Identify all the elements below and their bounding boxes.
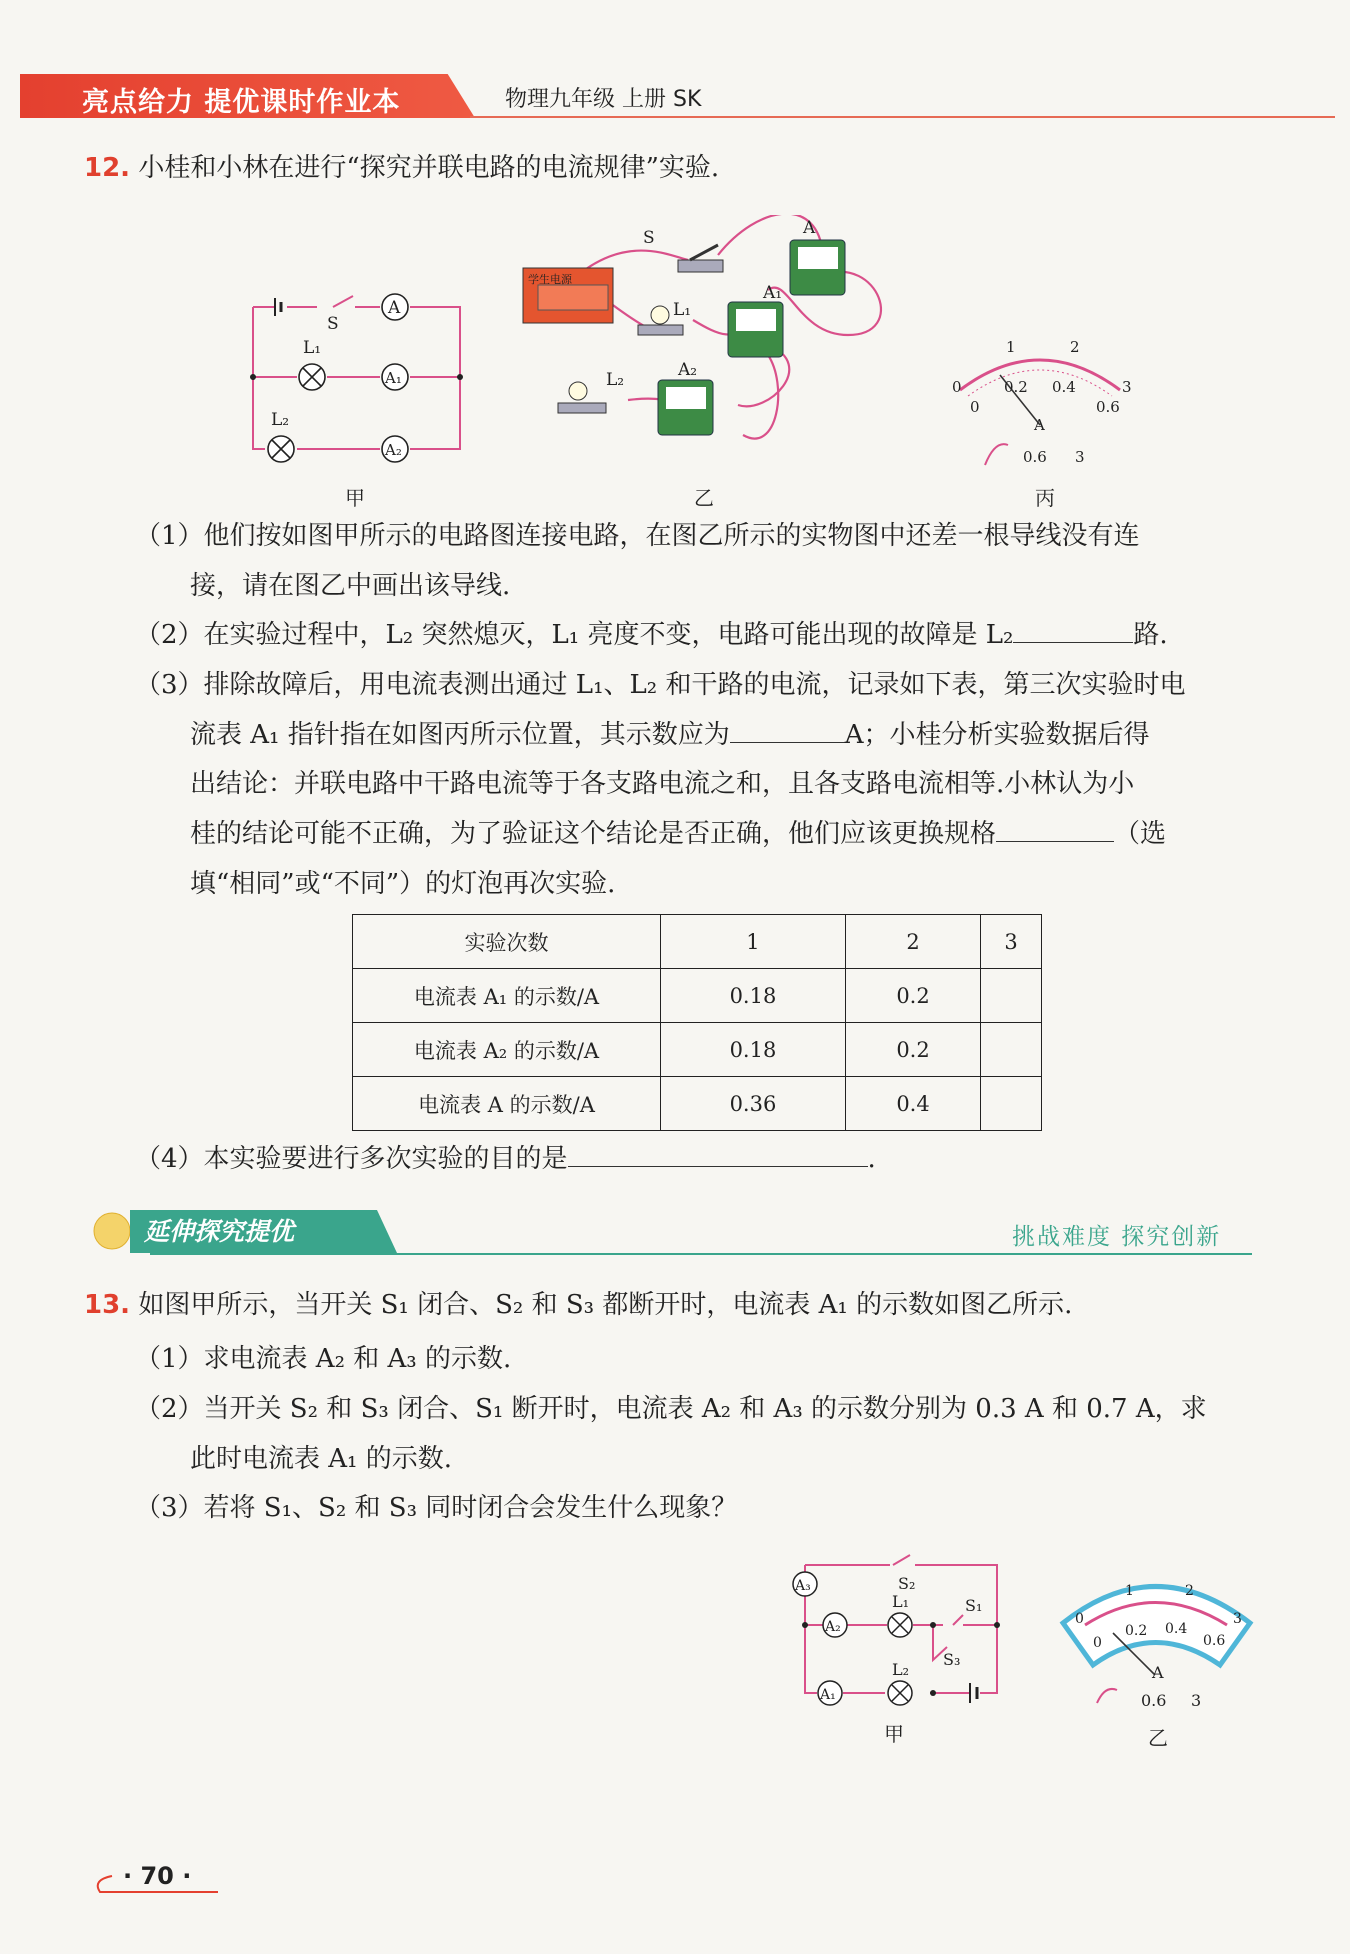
q13-yi-bot-0: 0 xyxy=(1093,1635,1102,1651)
table-cell[interactable] xyxy=(981,969,1042,1023)
q12-part3-text-d2: （选 xyxy=(1114,819,1167,849)
page-number: · 70 · xyxy=(123,1862,192,1890)
q12-part1-line2: 接，请在图乙中画出该导线. xyxy=(190,571,511,601)
q12-fig-yi-caption: 乙 xyxy=(694,486,714,510)
q13-fig-yi-caption: 乙 xyxy=(1148,1726,1168,1750)
table-header-cell: 1 xyxy=(661,915,846,969)
table-cell: 0.36 xyxy=(661,1077,846,1131)
q13-yi-top-3: 3 xyxy=(1233,1611,1242,1627)
q13-fig-jia-caption: 甲 xyxy=(884,1722,904,1746)
table-cell: 0.4 xyxy=(845,1077,980,1131)
table-cell: 电流表 A₂ 的示数/A xyxy=(353,1023,661,1077)
q13-yi-top-1: 1 xyxy=(1125,1583,1134,1599)
table-cell[interactable] xyxy=(981,1023,1042,1077)
table-cell: 0.18 xyxy=(661,969,846,1023)
q12-part4 xyxy=(135,1138,876,1175)
yi-label-a: A xyxy=(803,218,816,238)
q12-circuit-diagram xyxy=(235,282,475,492)
q13-part1: （1）求电流表 A₂ 和 A₃ 的示数. xyxy=(135,1344,512,1374)
bing-top-0: 0 xyxy=(952,378,962,396)
q12-number: 12. xyxy=(84,153,131,183)
bing-bot-1: 0.2 xyxy=(1004,378,1028,396)
bing-bot-0: 0 xyxy=(970,398,980,416)
q12-part1-line1: （1）他们按如图甲所示的电路图连接电路，在图乙所示的实物图中还差一根导线没有连 xyxy=(135,521,1140,551)
q12-part2-end: 路. xyxy=(1133,620,1168,650)
bing-top-1: 1 xyxy=(1006,338,1016,356)
q12-physical-setup xyxy=(518,215,898,470)
q12-part3-line2 xyxy=(190,714,1150,751)
q12-part3-blank-spec[interactable] xyxy=(996,815,1114,842)
table-header-cell: 2 xyxy=(845,915,980,969)
q13-jia-a2: A₂ xyxy=(825,1619,841,1635)
extension-tagline: 挑战难度 探究创新 xyxy=(1012,1224,1222,1250)
series-title: 亮点给力 提优课时作业本 xyxy=(82,87,401,118)
q12-ammeter-dial xyxy=(940,330,1140,480)
q12-part2-blank[interactable] xyxy=(1013,616,1133,643)
q12-part4-end: . xyxy=(867,1144,876,1174)
bing-bot-2: 0.4 xyxy=(1052,378,1076,396)
q13-stem-text: 如图甲所示，当开关 S₁ 闭合、S₂ 和 S₃ 都断开时，电流表 A₁ 的示数如图乙所示. xyxy=(138,1290,1073,1320)
q13-jia-l2: L₂ xyxy=(892,1660,910,1679)
q13-jia-l1: L₁ xyxy=(892,1592,910,1611)
q12-part3-line3: 出结论：并联电路中干路电流等于各支路电流之和，且各支路电流相等.小林认为小 xyxy=(190,769,1135,799)
q13-ammeter-dial xyxy=(1055,1575,1260,1715)
bing-term-3: 3 xyxy=(1075,448,1085,466)
q13-yi-top-2: 2 xyxy=(1185,1583,1194,1599)
bing-unit: A xyxy=(1034,416,1045,434)
jia-label-s: S xyxy=(327,314,339,334)
q13-part3: （3）若将 S₁、S₂ 和 S₃ 同时闭合会发生什么现象？ xyxy=(135,1493,738,1523)
header-divider xyxy=(470,116,1335,118)
q12-part3-text-b2: A；小桂分析实验数据后得 xyxy=(844,720,1150,750)
q12-part2-text: （2）在实验过程中，L₂ 突然熄灭，L₁ 亮度不变，电路可能出现的故障是 L₂ xyxy=(135,620,1014,650)
yi-label-s: S xyxy=(643,228,655,248)
q12-part4-text: （4）本实验要进行多次实验的目的是 xyxy=(135,1144,568,1174)
jia-label-a: A xyxy=(388,298,401,318)
q13-yi-term-06: 0.6 xyxy=(1141,1691,1167,1710)
q13-yi-bot-3: 0.6 xyxy=(1203,1633,1226,1649)
q12-stem xyxy=(84,143,719,193)
table-row xyxy=(353,969,1042,1023)
q13-yi-term-3: 3 xyxy=(1191,1691,1202,1710)
yi-label-a1: A₁ xyxy=(763,283,783,303)
q13-jia-a1: A₁ xyxy=(820,1687,836,1703)
table-cell: 电流表 A 的示数/A xyxy=(353,1077,661,1131)
bing-term-06: 0.6 xyxy=(1023,448,1047,466)
table-header-cell: 3 xyxy=(981,915,1042,969)
q12-part2 xyxy=(135,614,1168,651)
extension-divider xyxy=(150,1253,1252,1255)
q13-part2-line2: 此时电流表 A₁ 的示数. xyxy=(190,1444,452,1474)
q13-yi-unit: A xyxy=(1152,1663,1164,1682)
jia-label-l1: L₁ xyxy=(303,338,322,358)
subject-label: 物理九年级 上册 SK xyxy=(505,87,702,112)
q12-data-table xyxy=(352,914,1042,1131)
jia-label-a2: A₂ xyxy=(385,441,402,459)
table-cell[interactable] xyxy=(981,1077,1042,1131)
q13-circuit-diagram xyxy=(785,1545,1020,1715)
q12-part4-blank[interactable] xyxy=(568,1140,868,1167)
table-row xyxy=(353,1077,1042,1131)
table-cell: 电流表 A₁ 的示数/A xyxy=(353,969,661,1023)
table-header-row xyxy=(353,915,1042,969)
q12-stem-text: 小桂和小林在进行“探究并联电路的电流规律”实验. xyxy=(138,153,720,183)
q12-fig-jia-caption: 甲 xyxy=(345,486,365,510)
bing-bot-3: 0.6 xyxy=(1096,398,1120,416)
q12-part3-text-d1: 桂的结论可能不正确，为了验证这个结论是否正确，他们应该更换规格 xyxy=(190,819,997,849)
q12-fig-bing-caption: 丙 xyxy=(1035,486,1055,510)
q13-yi-bot-2: 0.4 xyxy=(1165,1621,1188,1637)
q13-yi-bot-1: 0.2 xyxy=(1125,1623,1148,1639)
bing-top-3: 3 xyxy=(1122,378,1132,396)
bing-top-2: 2 xyxy=(1070,338,1080,356)
q12-part3-blank-reading[interactable] xyxy=(730,716,845,743)
q13-jia-s2: S₂ xyxy=(898,1574,916,1593)
q13-jia-s3: S₃ xyxy=(943,1650,961,1669)
extension-banner xyxy=(92,1205,397,1255)
q12-part3-line5: 填“相同”或“不同”）的灯泡再次实验. xyxy=(190,869,616,899)
q12-part3-line1: （3）排除故障后，用电流表测出通过 L₁、L₂ 和干路的电流，记录如下表，第三次实验时电 xyxy=(135,670,1186,700)
jia-label-l2: L₂ xyxy=(271,410,290,430)
power-supply-label: 学生电源 xyxy=(528,273,572,286)
q12-part3-line4 xyxy=(190,813,1166,850)
jia-label-a1: A₁ xyxy=(385,369,402,387)
yi-label-l2: L₂ xyxy=(606,370,625,390)
q13-jia-s1: S₁ xyxy=(965,1596,983,1615)
q13-jia-a3: A₃ xyxy=(795,1578,811,1594)
yi-label-l1: L₁ xyxy=(673,300,692,320)
q13-number: 13. xyxy=(84,1290,131,1320)
table-cell: 0.2 xyxy=(845,1023,980,1077)
extension-banner-title: 延伸探究提优 xyxy=(144,1217,295,1246)
yi-label-a2: A₂ xyxy=(678,360,698,380)
table-row xyxy=(353,1023,1042,1077)
table-header-cell: 实验次数 xyxy=(353,915,661,969)
table-cell: 0.2 xyxy=(845,969,980,1023)
q13-yi-top-0: 0 xyxy=(1075,1611,1084,1627)
q13-part2-line1: （2）当开关 S₂ 和 S₃ 闭合、S₁ 断开时，电流表 A₂ 和 A₃ 的示数分别为 0.3 A 和 0.7 A，求 xyxy=(135,1394,1207,1424)
q13-stem xyxy=(84,1280,1072,1330)
table-cell: 0.18 xyxy=(661,1023,846,1077)
q12-part3-text-b1: 流表 A₁ 指针指在如图丙所示位置，其示数应为 xyxy=(190,720,730,750)
